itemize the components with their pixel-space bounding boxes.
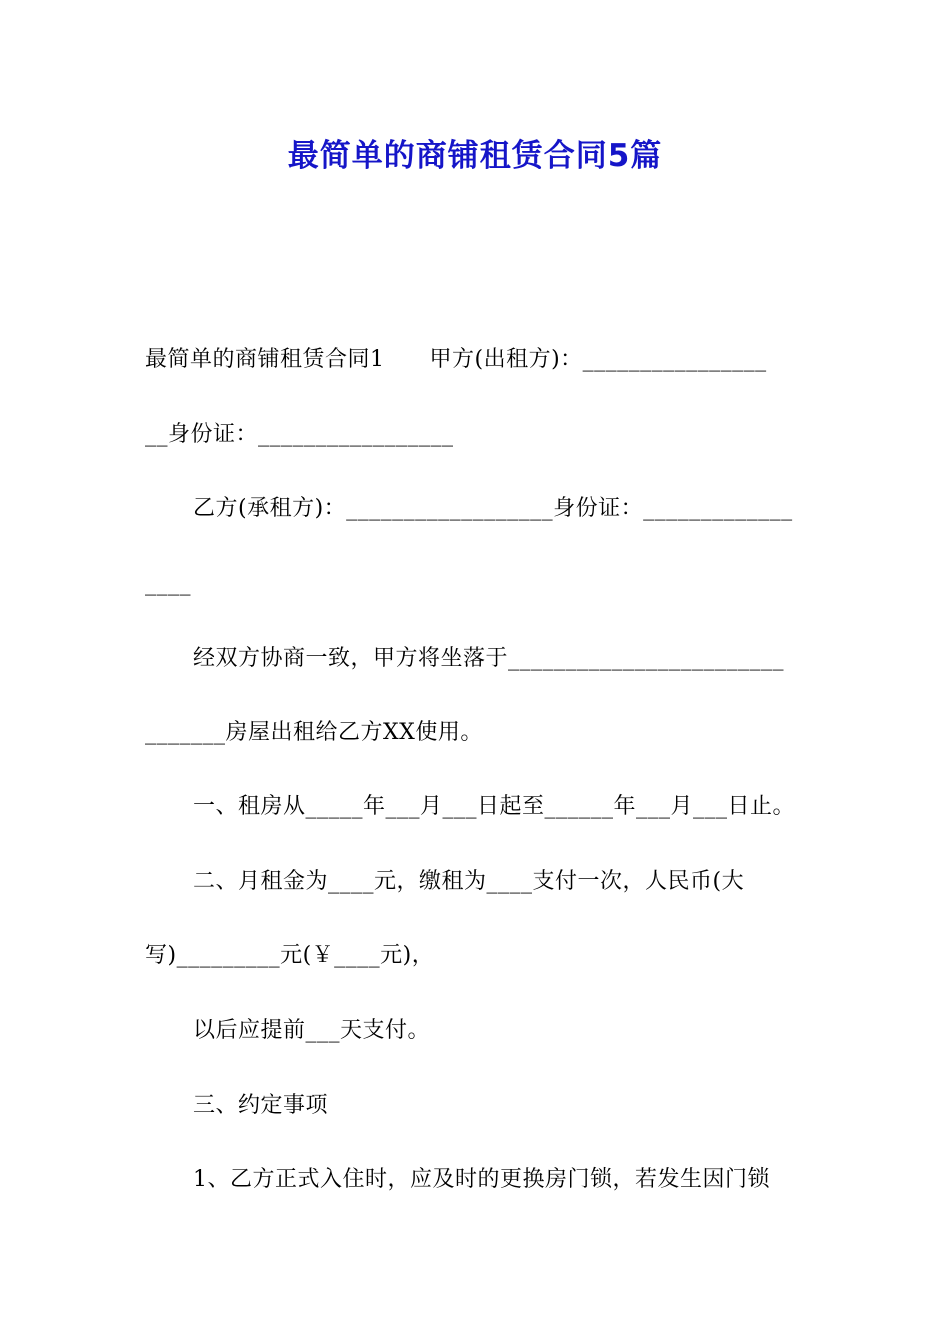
paragraph-line: __身份证：_________________ — [145, 422, 454, 447]
paragraph-line: 乙方(承租方)：__________________身份证：_____________ — [193, 496, 793, 521]
paragraph-line: _______房屋出租给乙方XX使用。 — [145, 720, 483, 745]
paragraph-line: 经双方协商一致，甲方将坐落于________________________ — [193, 646, 785, 671]
paragraph-line: 最简单的商铺租赁合同1 甲方(出租方)：________________ — [145, 347, 767, 372]
paragraph-line: 写)_________元(￥____元)， — [145, 943, 435, 968]
document-title: 最简单的商铺租赁合同5篇 — [287, 138, 663, 174]
paragraph-line: 一、租房从_____年___月___日起至______年___月___日止。 — [193, 794, 796, 819]
paragraph-line: 以后应提前___天支付。 — [193, 1018, 431, 1043]
paragraph-line: 二、月租金为____元，缴租为____支付一次，人民币(大 — [193, 869, 745, 894]
paragraph-line: ____ — [145, 571, 191, 596]
section-heading: 三、约定事项 — [193, 1093, 329, 1118]
paragraph-line: 1、乙方正式入住时，应及时的更换房门锁，若发生因门锁 — [193, 1167, 770, 1192]
